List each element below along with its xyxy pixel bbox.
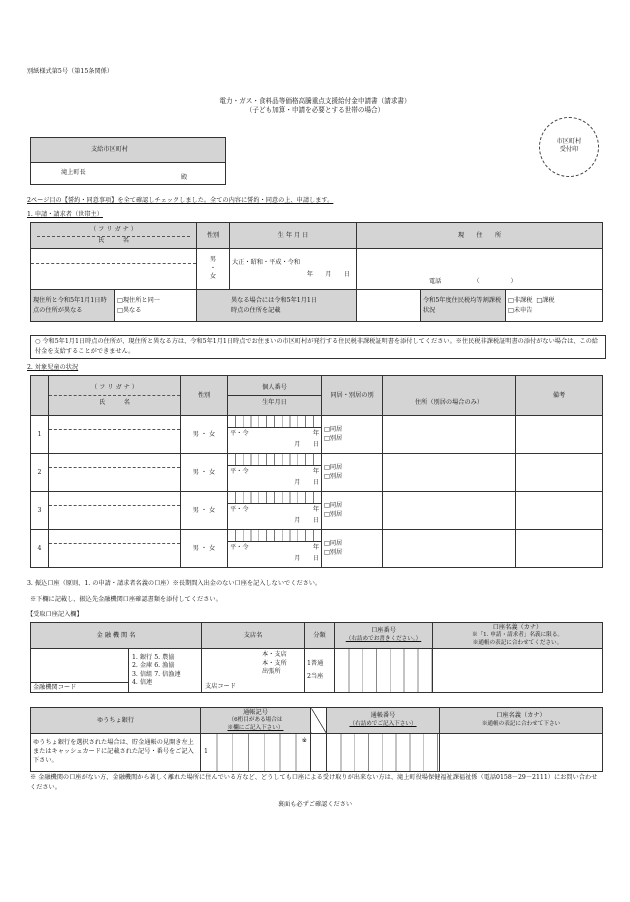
- child-furigana-header: （ フ リ ガ ナ ）: [91, 384, 138, 392]
- form-subtitle: （子ども加算・申請を必要とする世帯の場合）: [245, 106, 385, 114]
- child-address-field[interactable]: [383, 530, 516, 568]
- bank-name-field[interactable]: [31, 649, 129, 693]
- pledge-line: 2ページ目の【誓約・同意事項】を全て確認しチェックしました。全ての内容に誓約・同意の上、申請します。: [27, 197, 334, 204]
- child-dob-field[interactable]: [228, 530, 322, 568]
- form-number: 別紙様式第5号（第15条関係）: [27, 68, 114, 75]
- table-row: [31, 416, 603, 454]
- table-row: [31, 492, 603, 530]
- yucho-number-field[interactable]: [327, 734, 440, 772]
- child-address-field[interactable]: [383, 492, 516, 530]
- child-sex-field[interactable]: 男 ・ 女: [181, 530, 228, 568]
- yucho-symbol-field[interactable]: [201, 734, 311, 772]
- account-box-title: 【受取口座記入欄】: [27, 611, 83, 618]
- section2-title: 2. 対象児童の状況: [27, 364, 79, 371]
- child-furigana-field[interactable]: [49, 416, 180, 430]
- ymd-label: 年 月 日: [306, 271, 350, 278]
- yucho-symbol-header: 通帳記号: [243, 709, 268, 717]
- yucho-symbol-note1: （6桁目がある場合は: [228, 717, 283, 724]
- tax-exempt-checkbox[interactable]: □非課税: [508, 297, 533, 305]
- child-era: 平・令: [230, 506, 249, 513]
- tax-taxed-checkbox[interactable]: □課税: [536, 297, 555, 305]
- section3-note: ※下欄に記載し、振込先金融機関口座確認書類を添付してください。: [30, 596, 222, 603]
- children-table: [30, 375, 603, 568]
- form-title: 電力・ガス・食料品等価格高騰重点支援給付金申請書（請求書）: [219, 97, 411, 105]
- child-address-field[interactable]: [383, 454, 516, 492]
- child-year: 年: [312, 430, 319, 437]
- child-year: 年: [312, 544, 319, 551]
- footer-note: ※ 金融機関の口座がない方、金融機関から著しく離れた場所に住んでいる方など、どうしても口座による受け取りが出来ない方は、滝上町役場保健福祉課福祉係（電話0158－29－2111）にお問い合わせください。: [30, 774, 598, 791]
- bank-type-3: 3. 信組 7. 信漁連: [132, 670, 181, 678]
- child-no: 1: [31, 416, 49, 454]
- cohab-checkbox[interactable]: □同居: [324, 464, 343, 472]
- dob-header: 生 年 月 日: [230, 223, 357, 249]
- child-furigana-field[interactable]: [49, 454, 180, 468]
- child-sex-field[interactable]: 男 ・ 女: [181, 416, 228, 454]
- acct-type-header: 分類: [305, 623, 335, 649]
- child-dob-header: 生年月日: [262, 399, 287, 406]
- holder-note2: ※通帳の表記に合わせてください。: [472, 639, 563, 646]
- child-name-field[interactable]: [49, 506, 180, 529]
- child-name-header: 氏 名: [99, 399, 130, 406]
- cohab-header: 同居・別居の別: [322, 376, 383, 416]
- applicant-name-field[interactable]: [31, 264, 196, 289]
- child-no: 2: [31, 454, 49, 492]
- child-remarks-field[interactable]: [516, 454, 603, 492]
- child-name-field[interactable]: [49, 544, 180, 567]
- furigana-header: （ フ リ ガ ナ ）: [90, 226, 137, 234]
- bank-type-2: 2. 金庫 6. 漁協: [132, 662, 175, 670]
- honorific: 殿: [181, 174, 188, 181]
- yucho-description: ゆうちょ銀行を選択された場合は、貯金通帳の見開き左上またはキャッシュカードに記載された記号・番号をご記入下さい。: [31, 734, 201, 772]
- tax-status-label: 令和5年度住民税均等割課税状況: [421, 290, 506, 322]
- applicant-dob-field[interactable]: [230, 249, 357, 290]
- address-diff-note: [197, 290, 357, 322]
- child-sex-field[interactable]: 男 ・ 女: [181, 492, 228, 530]
- section3-title: 3. 振込口座（原則、1. の申請・請求者名義の口座）※長期間入出金のない口座を記入しないでください。: [27, 580, 322, 587]
- diff-note-text: 異なる場合には令和5年1月1日時点の住所を記載: [231, 297, 318, 314]
- section1-title: 1. 申請・請求者（世帯主）: [27, 211, 103, 218]
- child-era: 平・令: [230, 430, 249, 437]
- bank-account-table: [30, 622, 603, 693]
- stamp-line1: 市区町村: [556, 138, 582, 145]
- child-sex-header: 性別: [181, 376, 228, 416]
- yucho-symbol-note2: ※欄にご記入下さい）: [227, 724, 284, 731]
- applicant-table: [30, 222, 603, 322]
- cohab-checkbox[interactable]: □同居: [324, 426, 343, 434]
- address-diff-checkbox[interactable]: □異なる: [117, 306, 142, 314]
- table-row: [31, 530, 603, 568]
- applicant-sex-field[interactable]: [197, 249, 230, 290]
- yucho-number-header: 通帳番号: [370, 712, 396, 720]
- child-furigana-field[interactable]: [49, 530, 180, 544]
- sex-male: 男: [209, 255, 217, 263]
- separate-checkbox[interactable]: □別居: [324, 434, 343, 442]
- child-name-field[interactable]: [49, 468, 180, 491]
- bank-code-label: 金融機関コード: [31, 682, 128, 692]
- applicant-furigana-field[interactable]: [31, 249, 196, 264]
- child-dob-field[interactable]: [228, 492, 322, 530]
- addressee-box: [30, 137, 226, 185]
- yucho-one: 1: [204, 748, 208, 755]
- tax-unfiled-checkbox[interactable]: □未申告: [508, 306, 533, 314]
- child-sex-field[interactable]: 男 ・ 女: [181, 454, 228, 492]
- bank-type-1: 1. 銀行 5. 農協: [132, 654, 175, 662]
- child-dob-field[interactable]: [228, 454, 322, 492]
- cohab-checkbox[interactable]: □同居: [324, 540, 343, 548]
- child-remarks-field[interactable]: [516, 416, 603, 454]
- address-diff-question: 現住所と令和5年1月1日時点の住所が異なる: [31, 290, 115, 322]
- cohab-checkbox[interactable]: □同居: [324, 502, 343, 510]
- yucho-header: ゆうちょ銀行: [31, 708, 201, 734]
- branch-field[interactable]: [202, 649, 305, 693]
- yucho-star: ※: [301, 737, 307, 744]
- yucho-holder-field[interactable]: [440, 734, 603, 772]
- child-year: 年: [312, 468, 319, 475]
- holder-note1: ※「1. 申請・請求者」名義に限る。: [471, 632, 564, 639]
- acct-no-note: （右詰めでお書きください。）: [345, 635, 422, 642]
- child-md: 月 日: [294, 517, 319, 524]
- child-md: 月 日: [294, 441, 319, 448]
- child-address-field[interactable]: [383, 416, 516, 454]
- name-header: 氏 名: [98, 237, 129, 244]
- phone-label: 電話: [429, 278, 442, 286]
- bank-name-header: 金 融 機 関 名: [31, 623, 202, 649]
- back-note: 裏面も必ずご確認ください: [277, 801, 353, 808]
- remarks-header: 備考: [516, 376, 603, 416]
- address-header: 現 住 所: [357, 223, 603, 249]
- child-md: 月 日: [294, 555, 319, 562]
- yucho-number-note: （右詰めでご記入下さい）: [349, 720, 417, 727]
- mynumber-header: 個人番号: [262, 384, 287, 392]
- applicant-address-field[interactable]: [357, 249, 603, 290]
- child-addr-header: 住所（別居の場合のみ）: [383, 376, 516, 416]
- sex-female: 女: [209, 273, 217, 281]
- jan1-address-field[interactable]: [357, 290, 421, 322]
- sex-header: 性別: [197, 223, 230, 249]
- acct-no-header: 口座番号: [371, 627, 396, 635]
- bank-type-4: 4. 信連: [132, 678, 153, 686]
- branch-type-2: 本・支所: [262, 659, 287, 667]
- acct-type-current: 2当座: [307, 672, 324, 680]
- holder-field[interactable]: [433, 649, 603, 693]
- child-era: 平・令: [230, 544, 249, 551]
- branch-type-3: 出張所: [262, 668, 281, 676]
- branch-header: 支店名: [202, 623, 305, 649]
- reception-stamp: [539, 117, 599, 177]
- yucho-diagonal: [311, 708, 327, 734]
- acct-type-field[interactable]: [305, 649, 335, 693]
- child-no: 3: [31, 492, 49, 530]
- child-era: 平・令: [230, 468, 249, 475]
- child-dob-field[interactable]: [228, 416, 322, 454]
- separate-checkbox[interactable]: □別居: [324, 548, 343, 556]
- phone-paren: （ ）: [473, 278, 517, 286]
- separate-checkbox[interactable]: □別居: [324, 510, 343, 518]
- bank-type-options[interactable]: [129, 649, 202, 693]
- child-furigana-field[interactable]: [49, 492, 180, 506]
- child-no: 4: [31, 530, 49, 568]
- stamp-line2: 受付印: [559, 145, 579, 153]
- yucho-holder-header: 口座名義（カナ）: [496, 712, 546, 720]
- acct-no-field[interactable]: [335, 649, 433, 693]
- child-name-field[interactable]: [49, 430, 180, 453]
- municipality-label: 支給市区町村: [31, 138, 225, 163]
- child-year: 年: [312, 506, 319, 513]
- child-remarks-field[interactable]: [516, 492, 603, 530]
- child-md: 月 日: [294, 479, 319, 486]
- yucho-holder-note: ※通帳の表記に合わせて下さい: [481, 720, 561, 727]
- mayor-name: 滝上町長: [61, 169, 86, 176]
- child-remarks-field[interactable]: [516, 530, 603, 568]
- separate-checkbox[interactable]: □別居: [324, 472, 343, 480]
- sex-dot: ・: [209, 264, 217, 272]
- holder-header: 口座名義（カナ）: [492, 624, 543, 632]
- notice-box: ○ 令和5年1月1日時点の住所が、現住所と異なる方は、令和5年1月1日時点でお住まいの市区町村が発行する住民税非課税証明書を添付してください。※住民税非課税証明書の添付がない場合は、この給付金を支給することができません。: [30, 335, 606, 359]
- branch-type-1: 本・支店: [262, 651, 287, 658]
- address-same-checkbox[interactable]: □現住所と同一: [117, 297, 160, 305]
- yucho-table: [30, 707, 603, 772]
- table-row: [31, 454, 603, 492]
- era-options: 大正・昭和・平成・令和: [232, 259, 301, 267]
- branch-code-label: 支店コード: [205, 683, 236, 691]
- acct-type-ordinary: 1普通: [307, 660, 324, 668]
